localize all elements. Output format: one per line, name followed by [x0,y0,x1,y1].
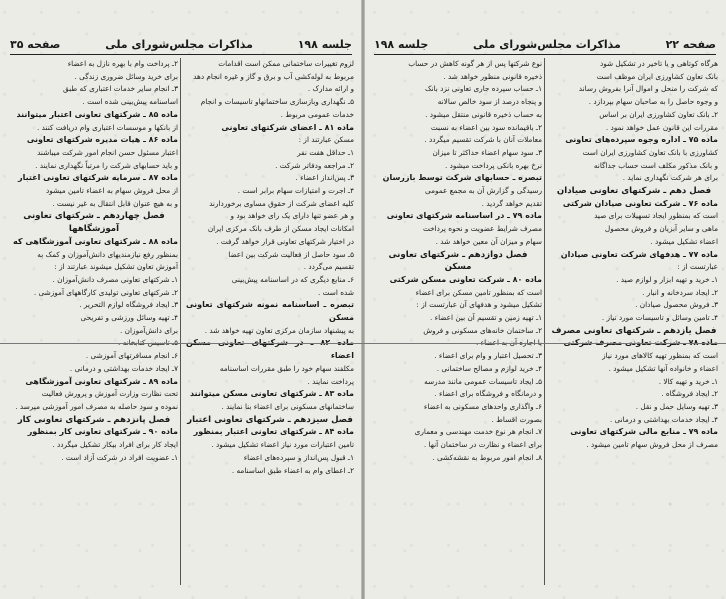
paragraph-line: ۲ـ مراجعه ودفاتر شرکت . [275,160,354,170]
paragraph-line: ۲ـ اعطای وام به اعضاء طبق اساسنامه . [231,465,354,475]
paragraph-line: یا اجاره آن به اعضاء . [476,338,542,348]
paragraph-line: ماهی و سایر آبزیان و فروش محصول [604,224,718,234]
text-column-left [10,58,178,465]
paragraph-line: تشکیل میشود و هدفهای آن عبارتست از : [416,300,542,310]
article-heading: ماده ۷۵ ـ اداره وجوه سپرده‌های تعاونی [565,135,718,145]
paragraph-line: امکانات ایجاد مسکن از طرف بانک مرکزی ایران [207,224,354,234]
paragraph-line: ۴ـ تامین وسائل و تاسیسات مورد نیاز . [601,313,718,323]
article-heading: ماده ۷۹ ـ منابع مالی شرکتهای تعاونی [570,427,718,437]
article-heading: ماده ۸۰ ـ شرکت تعاونی مسکن شرکتی [389,274,542,284]
paragraph-line: لزوم تغییرات ساختمانی ممکن است اقدامات [218,59,354,68]
paragraph-line: از بانکها و موسسات اعتباری وام دریافت کنند . [37,122,178,132]
paragraph-line: است که بمنظور تهیه کالاهای مورد نیاز [602,351,718,361]
header-session: جلسه ۱۹۸ [374,37,429,51]
paragraph-line: پرداخت نمایند . [307,376,354,386]
paragraph-line: ۶ـ واگذاری واحدهای مسکونی به اعضاء [423,401,542,411]
paragraph-line: بصورت اقساط . [491,414,542,424]
paragraph-line: و ارائه مدارک . [307,84,354,94]
paragraph-line: برای خرید وسائل ضروری زندگی . [74,71,178,81]
paragraph-line: مسکن عبارتند از : [298,135,354,145]
paragraph-line: و هر عضو تنها دارای یک رای خواهد بود و [230,211,354,221]
article-heading: ماده ۸۹ ـ شرکتهای تعاونی آموزشگاهی [25,376,178,386]
paragraph-line: سهام و میزان آن معین خواهد شد . [435,236,542,246]
paragraph-line: ۶ـ انجام مسافرتهای آموزشی . [85,351,178,361]
paragraph-line: ۲ـ بانک تعاون کشاورزی ایران بر اساس [599,109,718,119]
paragraph-line: برای اعضاء و نظارت در ساختمان آنها . [423,440,542,450]
paragraph-line: ۱ـ عضویت افراد در شرکت آزاد است . [61,452,178,462]
right-page [364,0,726,599]
paragraph-line: ۲ـ ایجاد فروشگاه . [661,389,718,399]
paragraph-line: بانک تعاون کشاورزی ایران موظف است [596,71,718,81]
paragraph-line: ۳ـ فروش محصول صیادان . [635,300,718,310]
article-heading: ماده ۸۷ ـ سرمایه شرکتهای تعاونی اعتبار [18,173,178,183]
paragraph-line: و باید حسابهای شرکت را مرتباً نگهداری نمایند . [35,160,178,170]
paragraph-line: ۲ـ شرکتهای تعاونی تولیدی کارگاههای آموزشی . [33,287,178,297]
chapter-heading: فصل چهاردهم ـ شرکتهای تعاونی آموزشگاهها [23,211,165,235]
header-page-number: صفحه ۳۵ [10,37,61,51]
paragraph-line: معاملات آنان با شرکت تقسیم میگردد . [424,135,542,145]
paragraph-line: ۳ـ تهیه وسایل حمل و نقل . [635,401,718,411]
text-column-right [186,58,354,477]
paragraph-line: ۶ـ منابع دیگری که در اساسنامه پیش‌بینی [231,274,354,284]
paragraph-line: نرخ بهره بانکی پرداخت میشود . [445,160,542,170]
text-column-right [550,58,718,452]
paragraph-line: ۱ـ خرید و تهیه کالا . [658,376,718,386]
paragraph-line: ۲ـ ساختمان خانه‌های مسکونی و فروش [423,325,542,335]
paragraph-line: تحت نظارت وزارت آموزش و پرورش فعالیت [41,389,178,399]
article-heading: ماده ۷۹ ـ در اساسنامه شرکتهای تعاونی [386,211,542,221]
article-heading: ماده ۸۵ ـ شرکتهای تعاونی اعتبار میتوانند [16,109,178,119]
paragraph-line: شده است . [317,287,354,297]
article-heading: ماده ۷۷ ـ هدفهای شرکت تعاونی صیادان [560,249,718,259]
paragraph-line: ۳ـ پس‌انداز اعضاء . [295,173,354,183]
paragraph-line: ۳ـ ایجاد فروشگاه لوازم التحریر . [79,300,178,310]
paragraph-line: ۱ـ تهیه زمین و تقسیم آن بین اعضاء . [430,313,542,323]
paragraph-line: و درمانگاه و فروشگاه برای اعضاء . [434,389,542,399]
header-rule [10,54,352,55]
header-title: مذاکرات مجلس‌شورای ملی [473,37,621,51]
article-heading: ماده ۹۰ ـ شرکتهای تعاونی کار بمنظور [27,427,178,437]
paragraph-line: و وجوه حاصل را به صاحبان سهام بپردازد . [588,97,718,107]
paragraph-line: ۴ـ اجرت و امتیازات سهام برابر است . [237,186,354,196]
paragraph-line: بمنظور رفع نیازمندیهای دانش‌آموزان و کمک به [37,249,178,259]
paragraph-line: برای هر شرکت نگهداری نماید . [622,173,718,183]
chapter-heading: فصل پانزدهم ـ شرکتهای تعاونی کار [17,414,171,425]
paragraph-line: مربوط به لوله‌کشی آب و برق و گاز و غیره انجام دهد [193,71,354,81]
paragraph-line: مکلفند سهام خود را طبق مقررات اساسنامه [219,363,354,373]
paragraph-line: تقسیم می‌گردد . [303,262,354,272]
paragraph-line: ۱ـ حداقل هفت نفر [297,147,354,157]
paragraph-line: ساختمانهای مسکونی برای اعضاء بنا نمایند . [221,401,354,411]
paragraph-line: ۳ـ انجام سایر خدمات اعتباری که طبق [63,84,178,94]
paragraph-line: به حساب ذخیره قانونی منتقل میشود . [425,109,542,119]
paragraph-line: ۵ـ نگهداری وبازسازی ساختمانهاو تاسیسات و انجام [200,97,354,107]
header-session: جلسه ۱۹۸ [297,37,352,51]
paragraph-line: ۲ـ ایجاد سردخانه و انبار . [642,287,718,297]
article-heading: ماده ۸۴ ـ شرکتهای تعاونی اعتبار بمنظور [193,427,354,437]
paragraph-line: کشاورزی با بانک تعاون کشاورزی ایران است [582,147,718,157]
paragraph-line: اعتبار مسئول حسن انجام امور شرکت میباشند [37,147,178,157]
paragraph-line: در اختیار شرکتهای تعاونی قرار خواهد گرفت . [216,236,354,246]
paragraph-line: از محل فروش سهام به اعضاء تامین میشود [46,186,178,196]
paragraph-line: است که بمنظور ایجاد تسهیلات برای صید [594,211,718,221]
article-heading: ماده ۸۳ ـ شرکتهای تعاونی مسکن میتوانند [189,389,354,399]
page-header [10,36,352,52]
paragraph-line: ۳ـ سود سهام اعضاء حداکثر تا میزان [432,147,542,157]
article-heading: تبصره ـ اساسنامه نمونه شرکتهای تعاونی مسکن [186,300,354,323]
paragraph-line: عبارتست از : [677,262,718,272]
paragraph-line: ۳ـ تحصیل اعتبار و وام برای اعضاء . [434,351,542,361]
paragraph-line: نموده و سود حاصله به مصرف امور آموزشی میرسد . [15,401,178,411]
chapter-heading: فصل سیزدهم ـ شرکتهای تعاونی اعتبار [187,414,353,425]
paragraph-line: ۴ـ تهیه وسائل ورزشی و تفریحی [80,313,178,323]
article-heading: تبصره ـ حسابهای شرکت توسط بازرسان [382,173,542,183]
paragraph-line: ۱ـ خرید و تهیه ابزار و لوازم صید . [616,274,718,284]
paragraph-line: ۸ـ انجام امور مربوط به نقشه‌کشی . [432,452,542,462]
paragraph-line: و بانک مذکور مکلف است حساب جداگانه [593,160,718,170]
paragraph-line: رسیدگی و گزارش آن به مجمع عمومی [424,186,542,196]
paragraph-line: ۱ـ شرکتهای تعاونی مصرف دانش‌آموزان . [52,274,178,284]
column-separator [544,58,545,585]
paragraph-line: نوع شرکتها پس از هر گونه کاهش در حساب [408,59,542,68]
paragraph-line: ۷ـ ایجاد خدمات بهداشتی و درمانی . [69,363,178,373]
paragraph-line: و پنجاه درصد از سود خالص سالانه [437,97,542,107]
paragraph-line: خدمات عمومی مربوط . [280,109,354,119]
article-heading: ماده ۸۸ ـ شرکتهای تعاونی آموزشگاهی که [13,236,178,246]
paragraph-line: به پیشنهاد سازمان مرکزی تعاون تهیه خواهد شد . [204,325,354,335]
paragraph-line: تامین اعتبارات مورد نیاز اعضاء تشکیل میشود . [211,440,354,450]
header-page-number: صفحه ۲۲ [665,37,716,51]
paragraph-line: مصرف شرایط عضویت و نحوه پرداخت [422,224,542,234]
paragraph-line: ۵ـ تاسیس کتابخانه . [117,338,178,348]
left-page [0,0,362,599]
article-heading: ماده ۷۶ ـ شرکت تعاونی صیادان شرکتی [562,198,718,208]
column-separator [180,58,181,585]
paragraph-line: که شرکت را منحل و اموال آنرا بفروش رساند [578,84,718,94]
page-header [374,36,716,52]
header-title: مذاکرات مجلس‌شورای ملی [105,37,253,51]
paragraph-line: ذخیره قانونی منظور خواهد شد . [443,71,542,81]
scan-fold-line [0,343,726,344]
chapter-heading: فصل دوازدهم ـ شرکتهای تعاونی مسکن [388,249,528,273]
paragraph-line: ۴ـ ایجاد خدمات بهداشتی و درمانی . [609,414,718,424]
paragraph-line: آموزش تعاون تشکیل میشوند عبارتند از : [54,262,178,272]
paragraph-line: ۱ـ حساب سپرده جاری تعاونی نزد بانک [424,84,542,94]
header-rule [374,54,716,55]
chapter-heading: فصل دهم ـ شرکتهای تعاونی صیادان [556,186,712,197]
paragraph-line: تقدیم خواهد گردید . [481,198,542,208]
article-heading: ماده ۷۸ ـ شرکت تعاونی مصرف شرکتی [563,338,718,348]
paragraph-line: هرگاه کوتاهی و یا تاخیر در تشکیل شود [599,59,718,68]
paragraph-line: کلیه اعضای شرکت از حقوق مساوی برخوردارند [209,198,354,208]
paragraph-line: ۷ـ انجام هر نوع خدمت مهندسی و معماری [414,427,542,437]
paragraph-line: ۴ـ خرید لوازم و مصالح ساختمانی . [436,363,542,373]
text-column-left [374,58,542,465]
article-heading: ماده ۸۱ ـ اعضای شرکتهای تعاونی [221,122,354,132]
paragraph-line: و به هیچ عنوان قابل انتقال به غیر نیست . [52,198,178,208]
paragraph-line: ۱ـ قبول پس‌انداز و سپرده‌های اعضاء [243,452,354,462]
article-heading: ماده ۸۲ ـ در شرکتهای تعاونی مسکن اعضاء [186,338,354,361]
paragraph-line: مصرف از محل فروش سهام تامین میشود . [586,440,718,450]
paragraph-line: اساسنامه پیش‌بینی شده است . [82,97,178,107]
paragraph-line: اعضاء و خانواده آنها تشکیل میشود . [608,363,718,373]
paragraph-line: ۲ـ پرداخت وام با بهره نازل به اعضاء [67,59,178,68]
paragraph-line: اعضاء تشکیل میشود . [650,236,718,246]
paragraph-line: است که بمنظور تامین مسکن برای اعضاء [415,287,542,297]
paragraph-line: برای دانش‌آموزان . [120,325,178,335]
paragraph-line: ایجاد کار برای افراد بیکار تشکیل میگردد . [52,440,178,450]
chapter-heading: فصل یازدهم ـ شرکتهای تعاونی مصرف [551,325,717,336]
article-heading: ماده ۸۶ ـ هیات مدیره شرکتهای تعاونی [26,135,178,145]
paragraph-line: ۵ـ سود حاصل از فعالیت شرکت بین اعضا [228,249,354,259]
paragraph-line: مقررات این قانون عمل خواهد نمود . [605,122,718,132]
paragraph-line: ۵ـ ایجاد تاسیسات عمومی مانند مدرسه [424,376,542,386]
paragraph-line: ۲ـ باقیمانده سود بین اعضاء به نسبت [430,122,542,132]
